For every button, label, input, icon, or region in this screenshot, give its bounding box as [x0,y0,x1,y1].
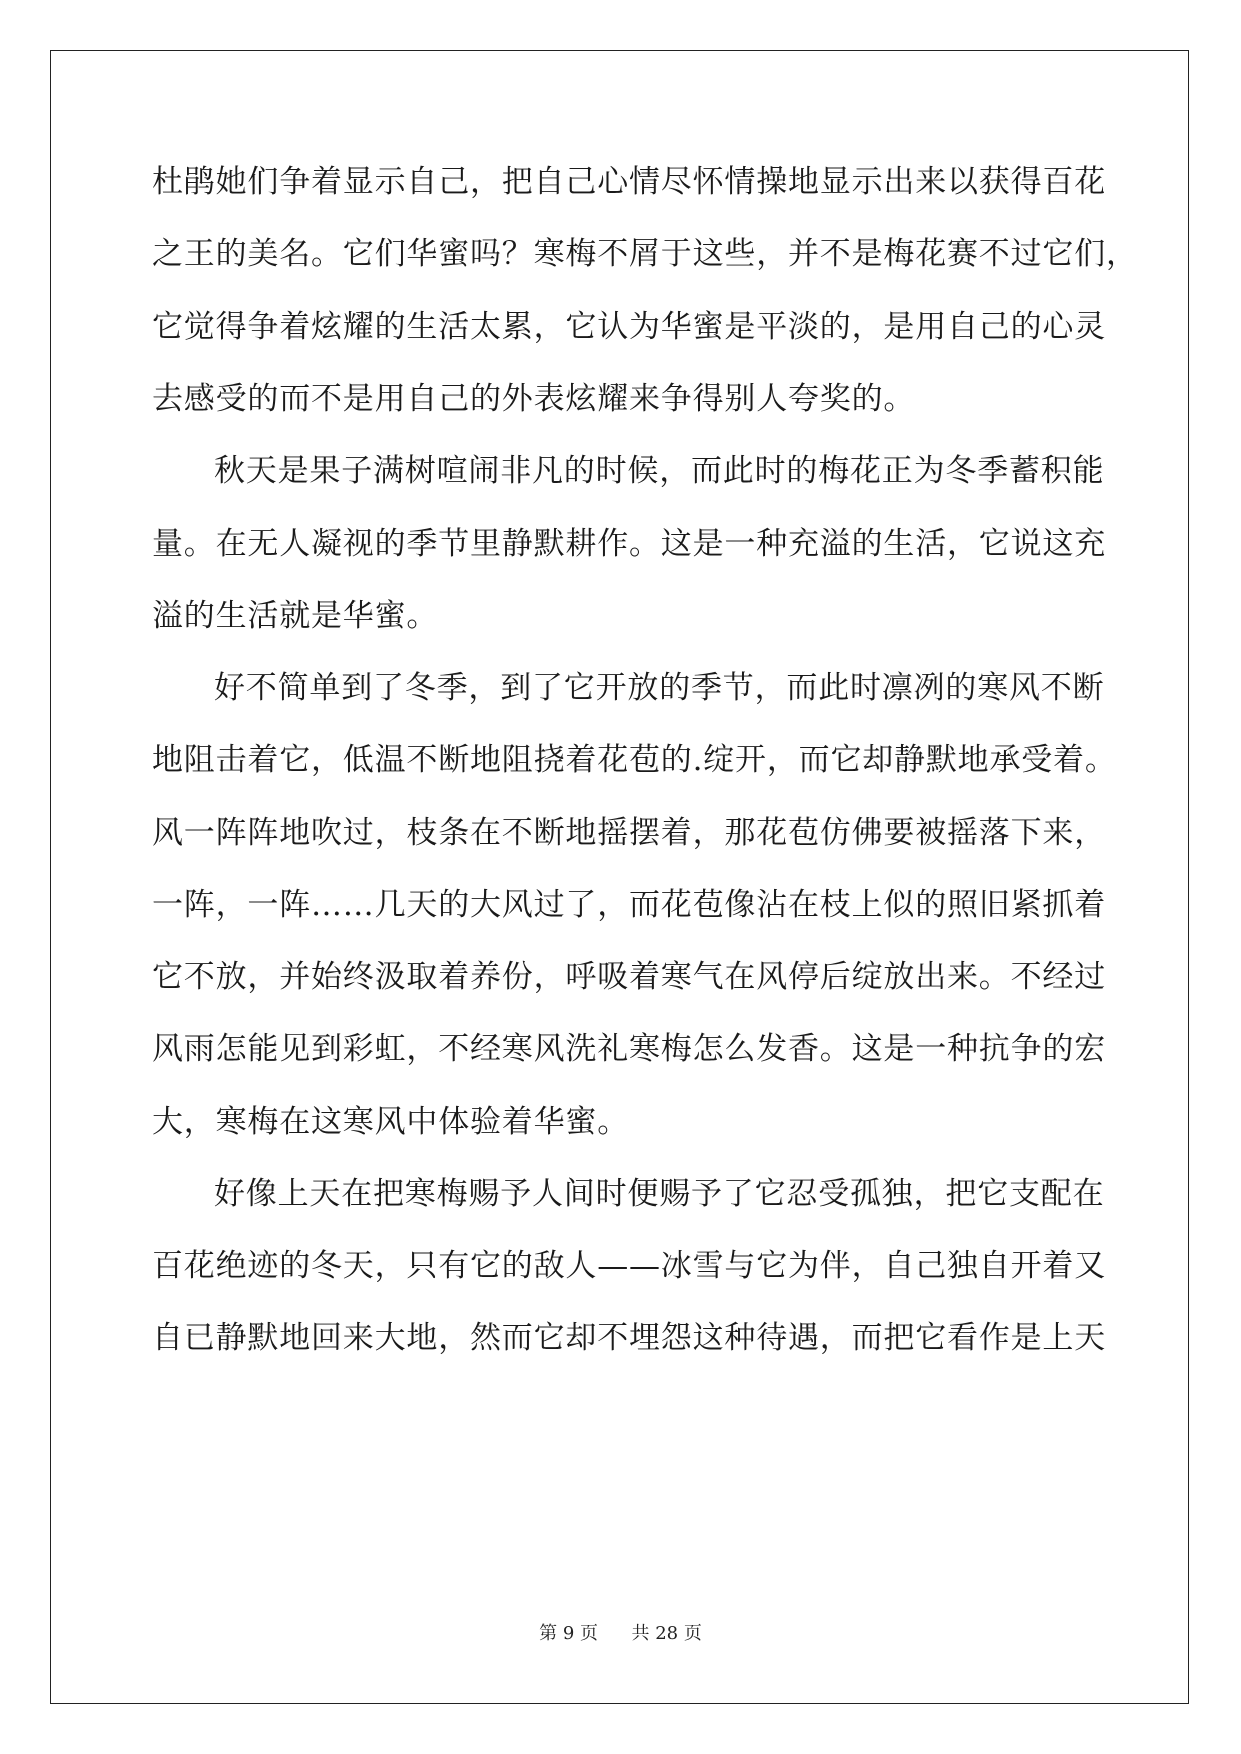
page-footer [0,1622,1241,1646]
text-line: 大，寒梅在这寒风中体验着华蜜。 [152,1104,629,1140]
text-line: 它不放，并始终汲取着养份，呼吸着寒气在风停后绽放出来。不经过 [152,959,1106,995]
text-line: 一阵，一阵……几天的大风过了，而花苞像沾在枝上似的照旧紧抓着 [152,887,1106,923]
text-line: 风一阵阵地吹过，枝条在不断地摇摆着，那花苞仿佛要被摇落下来， [152,815,1106,851]
text-line: 它觉得争着炫耀的生活太累，它认为华蜜是平淡的，是用自己的心灵 [152,309,1106,345]
text-line: 自已静默地回来大地，然而它却不埋怨这种待遇，而把它看作是上天 [152,1320,1106,1356]
paragraph-start-line: 好不简单到了冬季，到了它开放的季节，而此时凛冽的寒风不断 [214,670,1105,706]
paragraph-start-line: 好像上天在把寒梅赐予人间时便赐予了它忍受孤独，把它支配在 [214,1176,1105,1212]
text-line: 去感受的而不是用自己的外表炫耀来争得别人夸奖的。 [152,381,916,417]
page-number: 第 9 页 [539,1623,599,1644]
text-line: 地阻击着它，低温不断地阻挠着花苞的.绽开，而它却静默地承受着。 [152,742,1117,778]
page-total: 共 28 页 [631,1623,702,1644]
page-border [50,50,1189,1704]
text-line: 杜鹃她们争着显示自己，把自己心情尽怀情操地显示出来以获得百花 [152,164,1106,200]
text-line: 量。在无人凝视的季节里静默耕作。这是一种充溢的生活，它说这充 [152,526,1106,562]
paragraph-start-line: 秋天是果子满树喧闹非凡的时候，而此时的梅花正为冬季蓄积能 [214,453,1105,489]
text-line: 百花绝迹的冬天，只有它的敌人——冰雪与它为伴，自己独自开着又 [152,1248,1106,1284]
text-line: 风雨怎能见到彩虹，不经寒风洗礼寒梅怎么发香。这是一种抗争的宏 [152,1031,1106,1067]
text-line: 之王的美名。它们华蜜吗？寒梅不屑于这些，并不是梅花赛不过它们， [152,236,1138,272]
text-line: 溢的生活就是华蜜。 [152,598,439,634]
